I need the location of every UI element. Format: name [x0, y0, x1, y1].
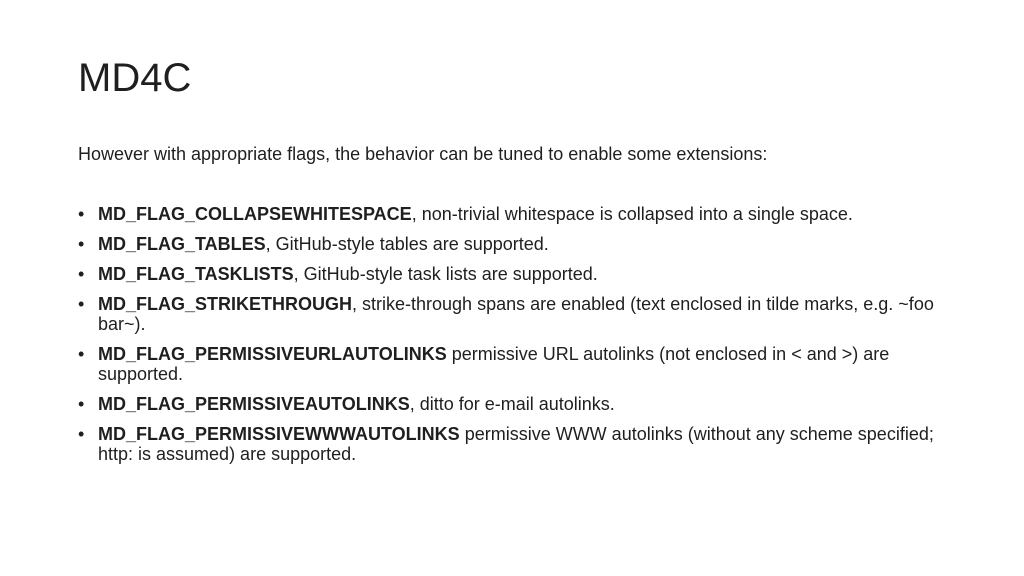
list-item — [78, 204, 948, 224]
bullet-icon: • — [78, 424, 85, 444]
flag-name: MD_FLAG_TABLES — [98, 234, 266, 254]
flag-name: MD_FLAG_COLLAPSEWHITESPACE — [98, 204, 412, 224]
flag-description: , non-trivial whitespace is collapsed into a single space. — [411, 204, 853, 224]
intro-text: However with appropriate flags, the behavior can be tuned to enable some extensions: — [78, 144, 768, 164]
bullet-icon: • — [78, 234, 85, 254]
bullet-icon: • — [78, 344, 85, 364]
flag-name: MD_FLAG_PERMISSIVEWWWAUTOLINKS — [98, 424, 460, 444]
flag-description: , GitHub-style tables are supported. — [265, 234, 549, 254]
list-item — [78, 294, 948, 334]
flag-description: , strike-through spans are enabled (text enclosed in tilde marks, e.g. ~foo bar~). — [98, 294, 934, 334]
flag-description: permissive WWW autolinks (without any scheme specified; http: is assumed) are supported. — [98, 424, 934, 464]
list-item — [78, 394, 948, 414]
flag-list — [78, 204, 948, 474]
flag-name: MD_FLAG_PERMISSIVEURLAUTOLINKS — [98, 344, 447, 364]
flag-description: permissive URL autolinks (not enclosed in < and >) are supported. — [98, 344, 890, 384]
bullet-icon: • — [78, 264, 85, 284]
list-item — [78, 264, 948, 284]
bullet-icon: • — [78, 204, 85, 224]
flag-description: , ditto for e-mail autolinks. — [409, 394, 615, 414]
list-item — [78, 424, 948, 464]
list-item — [78, 234, 948, 254]
slide-title: MD4C — [78, 56, 192, 100]
flag-description: , GitHub-style task lists are supported. — [293, 264, 598, 284]
bullet-icon: • — [78, 394, 85, 414]
bullet-icon: • — [78, 294, 85, 314]
flag-name: MD_FLAG_STRIKETHROUGH — [98, 294, 353, 314]
flag-name: MD_FLAG_TASKLISTS — [98, 264, 294, 284]
list-item — [78, 344, 948, 384]
flag-name: MD_FLAG_PERMISSIVEAUTOLINKS — [98, 394, 410, 414]
